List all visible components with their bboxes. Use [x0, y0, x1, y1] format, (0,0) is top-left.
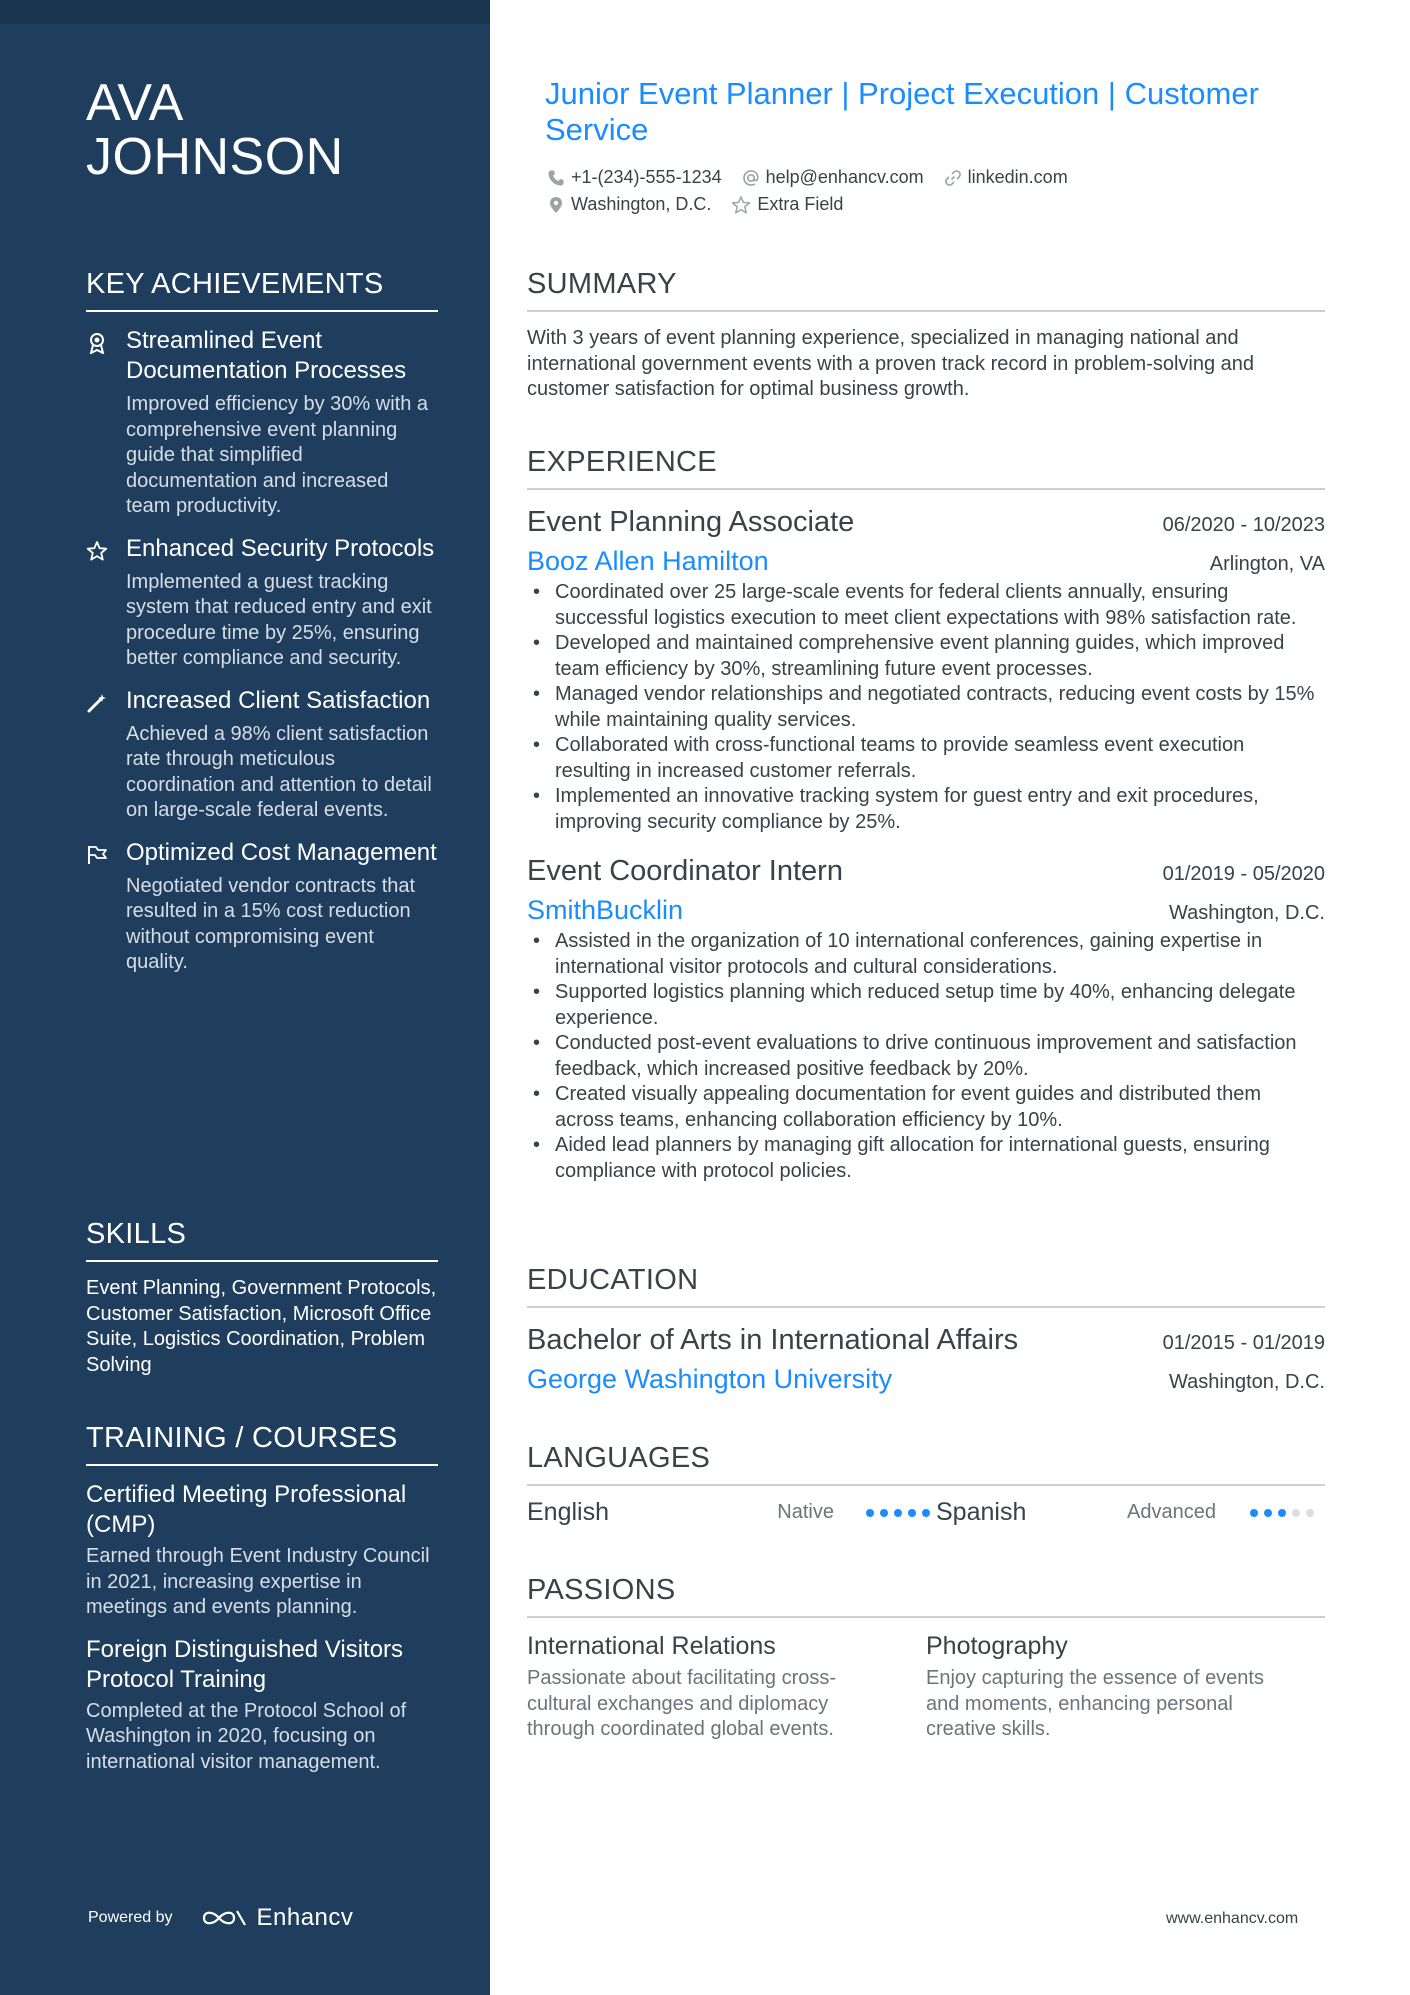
sidebar: [0, 0, 490, 1995]
contact-location: [547, 194, 711, 215]
achievement-title: Streamlined Event Documentation Processes: [126, 327, 407, 384]
achievement-desc: Achieved a 98% client satisfaction rate through meticulous coordination and attention to detail on large-scale federal events.: [126, 722, 432, 821]
education-title: EDUCATION: [527, 1262, 1325, 1308]
enhancv-logo-icon: [201, 1907, 247, 1929]
job-location: Arlington, VA: [1209, 553, 1325, 575]
experience-title: EXPERIENCE: [527, 444, 1325, 490]
star-outline-icon: [731, 195, 751, 215]
training-title: TRAINING / COURSES: [86, 1420, 438, 1466]
skills-text: Event Planning, Government Protocols, Customer Satisfaction, Microsoft Office Suite, Logistics Coordination, Problem Solving: [86, 1277, 437, 1376]
sidebar-top-bar: [0, 0, 490, 24]
course-item: [86, 1635, 438, 1776]
course-desc: Earned through Event Industry Council in 2021, increasing expertise in meetings and events planning.: [86, 1545, 430, 1618]
job-company: Booz Allen Hamilton: [527, 546, 769, 576]
bullet-item: • Aided lead planners by managing gift allocation for international guests, ensuring compliance with protocol policies.: [527, 1133, 1325, 1184]
brand-logo[interactable]: [201, 1904, 354, 1932]
education-section: [527, 1262, 1325, 1396]
flag-icon: [86, 844, 108, 866]
job-date: 01/2019 - 05/2020: [1162, 863, 1325, 885]
rating-dot-filled: [922, 1509, 930, 1517]
job-company: SmithBucklin: [527, 895, 684, 925]
location-pin-icon: [547, 196, 565, 214]
language-level: Native: [777, 1501, 834, 1523]
language-name: English: [527, 1498, 609, 1526]
passion-desc: Passionate about facilitating cross-cultural exchanges and diplomacy through coordinated global events.: [527, 1667, 837, 1740]
achievement-title: Increased Client Satisfaction: [126, 686, 431, 714]
footer-url[interactable]: www.enhancv.com: [1166, 1910, 1299, 1927]
bullet-item: • Managed vendor relationships and negotiated contracts, reducing event costs by 15% while maintaining quality services.: [527, 682, 1325, 733]
achievement-desc: Implemented a guest tracking system that reduced entry and exit procedure time by 25%, ensuring better compliance and security.: [126, 570, 432, 669]
languages-section: [527, 1440, 1325, 1527]
language-name: Spanish: [936, 1498, 1027, 1526]
contact-extra: [731, 194, 843, 215]
brand-name: Enhancv: [256, 1904, 354, 1931]
job-entry: [527, 504, 1325, 835]
passions-section: [527, 1572, 1325, 1743]
location-text: Washington, D.C.: [571, 194, 712, 214]
rating-dot-filled: [1264, 1509, 1272, 1517]
rating-dot-filled: [894, 1509, 902, 1517]
contact-info: [547, 164, 1347, 218]
powered-by-label: Powered by: [88, 1909, 173, 1926]
summary-text: With 3 years of event planning experience, specialized in managing national and international government events with a proven track record in problem-solving and customer satisfaction for optimal business growth.: [527, 327, 1255, 400]
job-location: Washington, D.C.: [1169, 902, 1325, 924]
achievement-title: Optimized Cost Management: [126, 838, 437, 866]
training-section: [86, 1420, 438, 1775]
contact-phone[interactable]: [547, 167, 722, 188]
education-date: 01/2015 - 01/2019: [1162, 1332, 1325, 1354]
bullet-item: • Implemented an innovative tracking system for guest entry and exit procedures, improving security compliance by 25%.: [527, 784, 1325, 835]
achievement-desc: Negotiated vendor contracts that resulted in a 15% cost reduction without compromising event quality.: [126, 874, 416, 973]
extra-field-text: Extra Field: [757, 194, 844, 214]
job-date: 06/2020 - 10/2023: [1162, 514, 1325, 536]
passion-title: International Relations: [527, 1632, 776, 1660]
link-icon: [944, 169, 962, 187]
bullet-item: • Coordinated over 25 large-scale events for federal clients annually, ensuring successful logistics execution to meet client expectations with 98% satisfaction rate.: [527, 580, 1325, 631]
education-entry: [527, 1322, 1325, 1396]
job-title: Event Planning Associate: [527, 506, 855, 538]
headline: Junior Event Planner | Project Execution | Customer Service: [545, 76, 1259, 147]
language-item: [936, 1498, 1325, 1527]
rating-dot-empty: [1292, 1509, 1300, 1517]
rating-dot-filled: [1278, 1509, 1286, 1517]
education-location: Washington, D.C.: [1169, 1371, 1325, 1393]
phone-text: +1-(234)-555-1234: [571, 167, 722, 187]
passion-item: [926, 1630, 1325, 1743]
achievement-desc: Improved efficiency by 30% with a comprehensive event planning guide that simplified documentation and increased team productivity.: [126, 393, 429, 517]
rating-dot-filled: [1250, 1509, 1258, 1517]
achievement-item: [86, 326, 438, 520]
job-entry: [527, 853, 1325, 1184]
language-level: Advanced: [1127, 1501, 1216, 1523]
award-icon: [86, 332, 108, 354]
rating-dot-empty: [1306, 1509, 1314, 1517]
bullet-item: • Developed and maintained comprehensive event planning guides, which improved team efficiency by 30%, streamlining future event processes.: [527, 631, 1325, 682]
email-at-icon: [742, 169, 760, 187]
job-bullets: [527, 929, 1325, 1184]
course-item: [86, 1480, 438, 1621]
experience-section: [527, 444, 1325, 1184]
powered-by: [88, 1904, 353, 1932]
language-rating: [866, 1509, 936, 1517]
passion-title: Photography: [926, 1632, 1068, 1660]
course-desc: Completed at the Protocol School of Washington in 2020, focusing on international visitor management.: [86, 1699, 407, 1773]
rating-dot-filled: [866, 1509, 874, 1517]
school: George Washington University: [527, 1364, 893, 1394]
course-title: Certified Meeting Professional (CMP): [86, 1481, 407, 1538]
bullet-item: • Assisted in the organization of 10 international conferences, gaining expertise in international visitor protocols and cultural considerations.: [527, 929, 1325, 980]
language-rating: [1250, 1509, 1320, 1517]
skills-section: [86, 1216, 438, 1378]
achievement-item: [86, 838, 438, 976]
linkedin-text: linkedin.com: [967, 167, 1068, 187]
bullet-item: • Conducted post-event evaluations to drive continuous improvement and satisfaction feedback, which increased positive feedback by 20%.: [527, 1031, 1325, 1082]
job-title: Event Coordinator Intern: [527, 855, 843, 887]
achievement-item: [86, 686, 438, 824]
languages-title: LANGUAGES: [527, 1440, 1325, 1486]
candidate-name: AVA JOHNSON: [86, 74, 344, 186]
phone-icon: [547, 169, 565, 187]
star-icon: [86, 540, 108, 562]
language-item: [527, 1498, 936, 1527]
course-title: Foreign Distinguished Visitors Protocol Training: [86, 1635, 404, 1693]
job-bullets: [527, 580, 1325, 835]
bullet-item: • Collaborated with cross-functional teams to provide seamless event execution resulting in increased customer referrals.: [527, 733, 1325, 784]
passion-desc: Enjoy capturing the essence of events and moments, enhancing personal creative skills.: [926, 1667, 1264, 1740]
magic-wand-icon: [86, 692, 108, 714]
contact-email[interactable]: [742, 167, 924, 188]
passion-item: [527, 1630, 926, 1743]
key-achievements-title: KEY ACHIEVEMENTS: [86, 266, 438, 312]
degree: Bachelor of Arts in International Affairs: [527, 1324, 1019, 1356]
key-achievements-section: [86, 266, 438, 976]
bullet-item: • Supported logistics planning which reduced setup time by 40%, enhancing delegate experience.: [527, 980, 1325, 1031]
rating-dot-filled: [908, 1509, 916, 1517]
summary-title: SUMMARY: [527, 266, 1325, 312]
contact-linkedin[interactable]: [944, 167, 1068, 188]
bullet-item: • Created visually appealing documentation for event guides and distributed them across teams, enhancing collaboration efficiency by 10%.: [527, 1082, 1325, 1133]
passions-title: PASSIONS: [527, 1572, 1325, 1618]
email-text: help@enhancv.com: [765, 167, 924, 187]
achievement-title: Enhanced Security Protocols: [126, 534, 435, 562]
rating-dot-filled: [880, 1509, 888, 1517]
skills-title: SKILLS: [86, 1216, 438, 1262]
summary-section: [527, 266, 1325, 403]
achievement-item: [86, 534, 438, 672]
